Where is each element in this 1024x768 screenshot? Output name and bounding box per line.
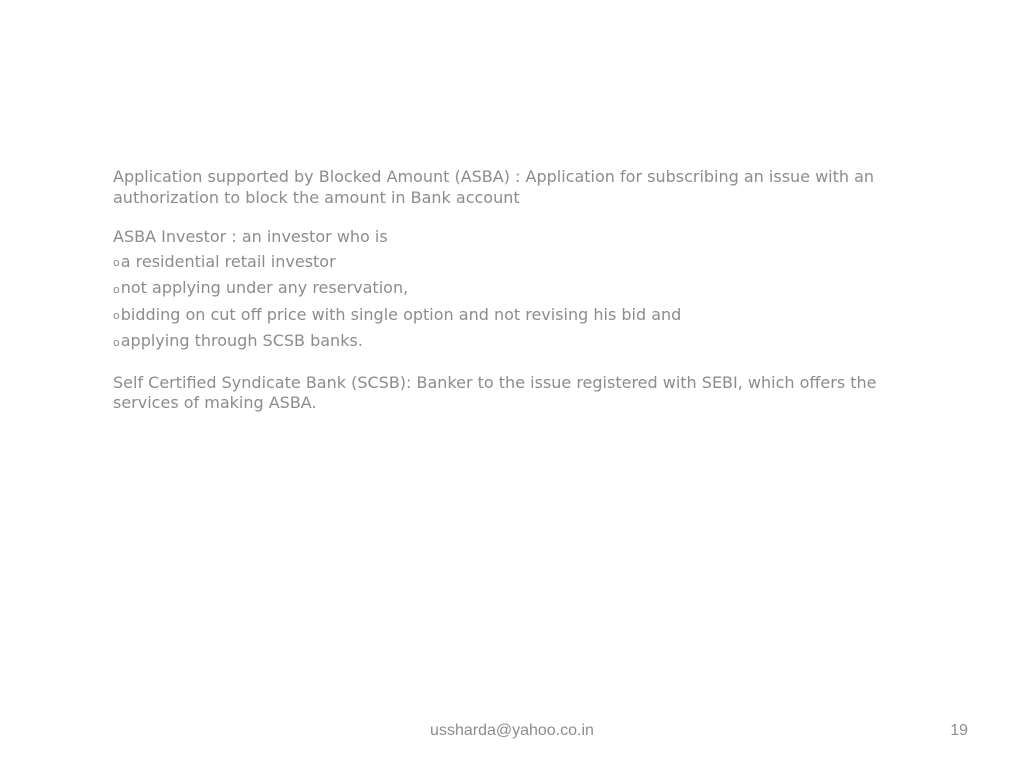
- asba-definition-paragraph: [113, 167, 963, 208]
- page-number: 19: [950, 722, 968, 739]
- bullet-text: bidding on cut off price with single option and not revising his bid and: [120, 304, 682, 324]
- bullet-marker-icon: o: [113, 309, 120, 322]
- bullet-marker-icon: o: [113, 256, 120, 269]
- bullet-marker-icon: o: [113, 282, 120, 296]
- asba-definition-line-2: authorization to block the amount in Bank account: [113, 187, 520, 207]
- bullet-text: a residential retail investor: [120, 251, 336, 271]
- asba-investor-paragraph: [113, 227, 963, 354]
- slide-body: [113, 167, 963, 414]
- scsb-definition-line-2: services of making ASBA.: [113, 393, 317, 412]
- scsb-definition-line-1: Self Certified Syndicate Bank (SCSB): Banker to the issue registered with SEBI, which offers the: [113, 372, 877, 392]
- footer-email: ussharda@yahoo.co.in: [430, 722, 594, 739]
- bullet-marker-icon: o: [113, 335, 120, 349]
- asba-investor-heading: ASBA Investor : an investor who is: [113, 227, 388, 246]
- scsb-definition-paragraph: [113, 373, 963, 414]
- bullet-text: applying through SCSB banks.: [120, 331, 363, 350]
- bullet-item: [113, 278, 963, 301]
- bullet-text: not applying under any reservation,: [120, 278, 409, 297]
- bullet-item: [113, 331, 963, 354]
- bullet-item: [113, 305, 963, 328]
- bullet-item: [113, 252, 963, 275]
- asba-definition-line-1: Application supported by Blocked Amount (ASBA) : Application for subscribing an issue with an: [113, 167, 875, 186]
